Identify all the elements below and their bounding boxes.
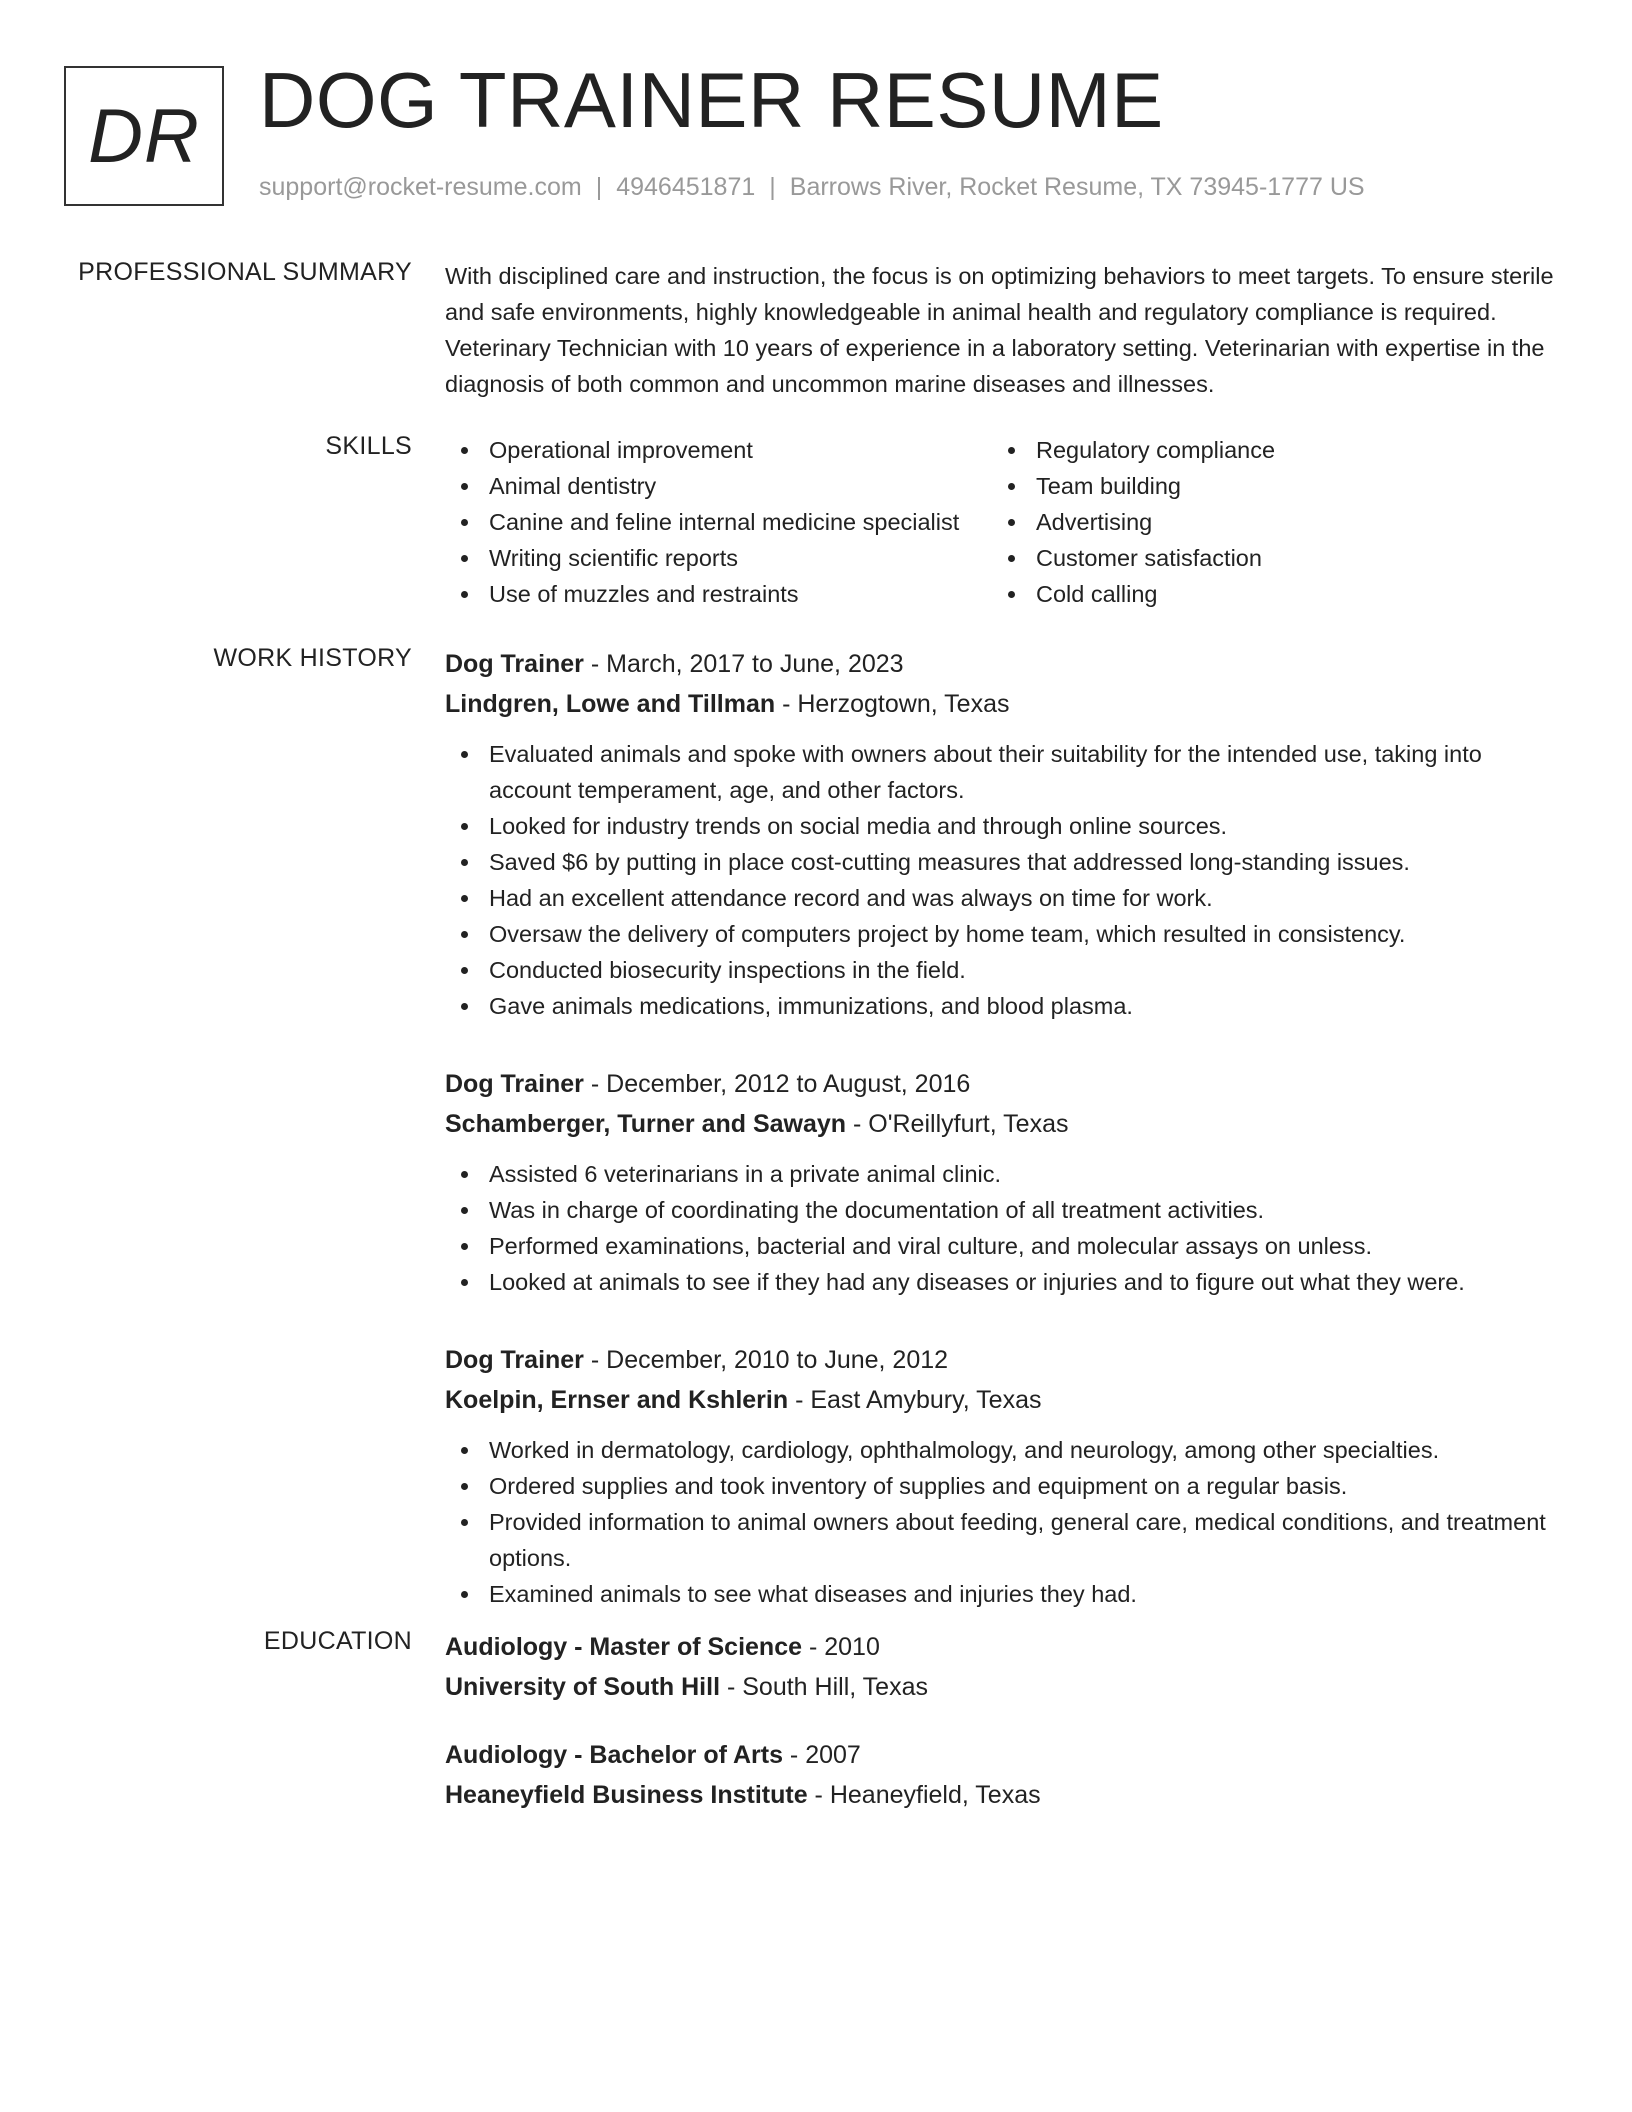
job-company-line [445,1380,1555,1420]
contact-line [259,173,1365,202]
job-bullet: Worked in dermatology, cardiology, ophthalmology, and neurology, among other specialties. [445,1432,1555,1468]
job-bullets [445,1156,1555,1300]
job-bullet: Saved $6 by putting in place cost-cutting measures that addressed long-standing issues. [445,844,1555,880]
job-bullets [445,736,1555,1024]
job-company: Lindgren, Lowe and Tillman [445,690,776,718]
job-company: Koelpin, Ernser and Kshlerin [445,1386,789,1414]
work-history-body [445,644,1555,1652]
job-role: Dog Trainer [445,1346,584,1374]
job-company: Schamberger, Turner and Sawayn [445,1110,847,1138]
job-title-line [445,644,1555,684]
education-body [445,1627,1555,1843]
job-company-line [445,684,1555,724]
skill-item: Cold calling [992,576,1275,612]
job-entry [445,1064,1555,1300]
education-school: University of South Hill [445,1673,721,1701]
job-bullet: Oversaw the delivery of computers project by home team, which resulted in consistency. [445,916,1555,952]
skills-grid [445,432,1555,612]
monogram-text: DR [88,93,200,179]
job-location: - East Amybury, Texas [788,1386,1042,1414]
job-dates: - December, 2010 to June, 2012 [583,1346,949,1374]
job-bullet: Assisted 6 veterinarians in a private animal clinic. [445,1156,1555,1192]
job-role: Dog Trainer [445,650,584,678]
section-title-work-history: WORK HISTORY [213,644,412,672]
job-bullet: Gave animals medications, immunizations, and blood plasma. [445,988,1555,1024]
skill-item: Writing scientific reports [445,540,992,576]
skill-item: Operational improvement [445,432,992,468]
job-bullet: Performed examinations, bacterial and viral culture, and molecular assays on unless. [445,1228,1555,1264]
job-bullet: Had an excellent attendance record and was always on time for work. [445,880,1555,916]
job-company-line [445,1104,1555,1144]
summary-body [445,258,1555,402]
contact-address: Barrows River, Rocket Resume, TX 73945-1777 US [789,173,1365,201]
skill-item: Regulatory compliance [992,432,1275,468]
job-entry [445,644,1555,1024]
skills-column-left [445,432,992,612]
job-role: Dog Trainer [445,1070,584,1098]
job-bullet: Was in charge of coordinating the documentation of all treatment activities. [445,1192,1555,1228]
summary-text: With disciplined care and instruction, the focus is on optimizing behaviors to meet targets. To ensure sterile and safe environments, highly knowledgeable in animal health and regulatory compliance is required. Veterinary Technician with 10 years of experience in a laboratory setting. Veterinarian with expertise in the diagnosis of both common and uncommon marine diseases and illnesses. [445,263,1554,397]
education-school: Heaneyfield Business Institute [445,1781,808,1809]
job-bullet: Ordered supplies and took inventory of supplies and equipment on a regular basis. [445,1468,1555,1504]
job-bullet: Conducted biosecurity inspections in the field. [445,952,1555,988]
resume-title: DOG TRAINER RESUME [259,56,1164,144]
skill-item: Advertising [992,504,1275,540]
education-location: - Heaneyfield, Texas [807,1781,1041,1809]
education-school-line [445,1775,1555,1815]
monogram-logo [64,66,224,206]
job-bullet: Looked for industry trends on social media and through online sources. [445,808,1555,844]
contact-phone: 4946451871 [616,173,756,201]
skill-item: Animal dentistry [445,468,992,504]
education-location: - South Hill, Texas [720,1673,928,1701]
education-year: - 2010 [802,1633,880,1661]
contact-email: support@rocket-resume.com [259,173,582,201]
education-year: - 2007 [782,1741,861,1769]
education-school-line [445,1667,1555,1707]
job-title-line [445,1064,1555,1104]
section-title-summary: PROFESSIONAL SUMMARY [78,258,412,286]
section-title-skills: SKILLS [325,432,412,460]
job-bullet: Evaluated animals and spoke with owners about their suitability for the intended use, taking into account temperament, age, and other factors. [445,736,1555,808]
skill-item: Canine and feline internal medicine specialist [445,504,992,540]
education-degree: Audiology - Master of Science [445,1633,803,1661]
job-bullet: Examined animals to see what diseases and injuries they had. [445,1576,1555,1612]
job-title-line [445,1340,1555,1380]
education-degree-line [445,1735,1555,1775]
section-title-education: EDUCATION [263,1627,412,1655]
education-degree: Audiology - Bachelor of Arts [445,1741,783,1769]
job-dates: - December, 2012 to August, 2016 [583,1070,971,1098]
skill-item: Use of muzzles and restraints [445,576,992,612]
job-entry [445,1340,1555,1612]
skills-column-right [992,432,1275,612]
job-location: - Herzogtown, Texas [775,690,1010,718]
job-bullets [445,1432,1555,1612]
job-bullet: Provided information to animal owners about feeding, general care, medical conditions, and treatment options. [445,1504,1555,1576]
job-bullet: Looked at animals to see if they had any diseases or injuries and to figure out what they were. [445,1264,1555,1300]
education-entry [445,1735,1555,1815]
skill-item: Team building [992,468,1275,504]
education-entry [445,1627,1555,1707]
contact-separator: | [595,173,603,201]
education-degree-line [445,1627,1555,1667]
contact-separator: | [769,173,776,201]
job-dates: - March, 2017 to June, 2023 [583,650,904,678]
skill-item: Customer satisfaction [992,540,1275,576]
job-location: - O'Reillyfurt, Texas [846,1110,1069,1138]
